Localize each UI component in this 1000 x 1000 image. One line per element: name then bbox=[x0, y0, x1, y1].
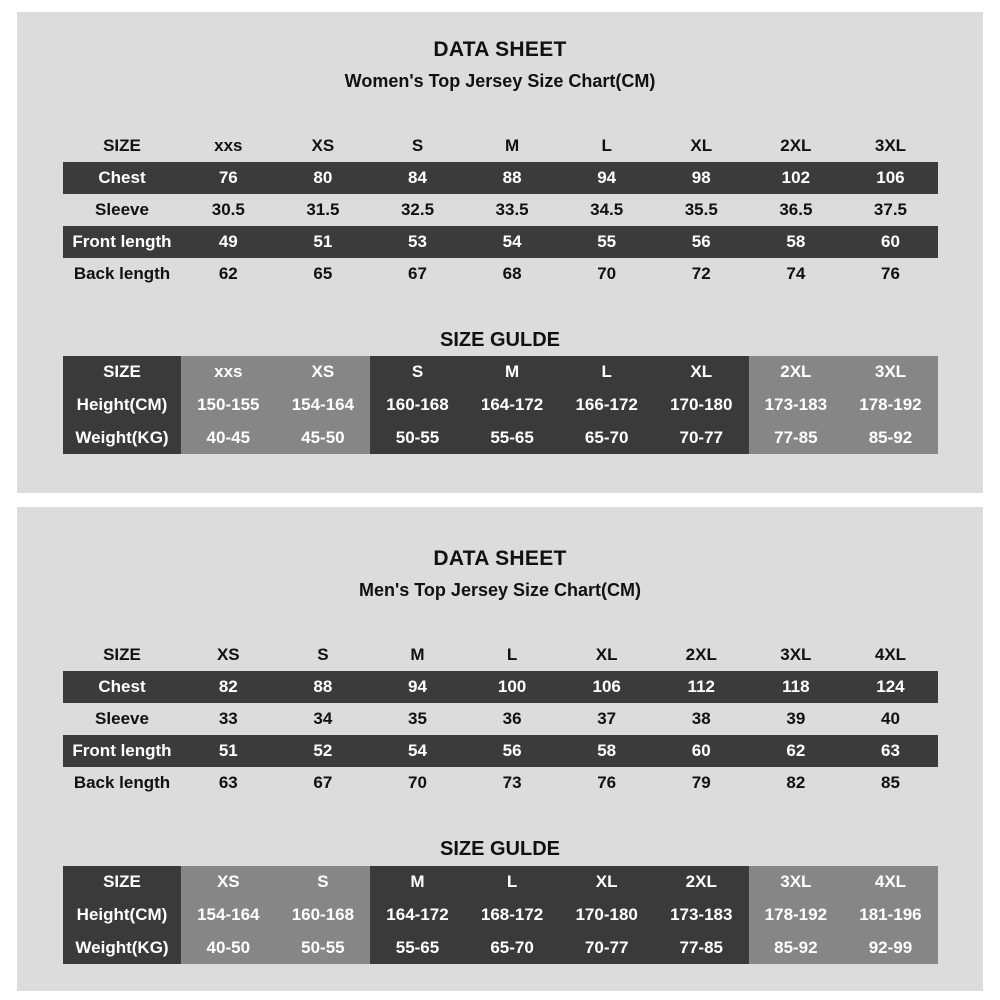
guide-label-column bbox=[63, 356, 181, 454]
guide-cell: M bbox=[410, 872, 425, 892]
table-cell: 88 bbox=[313, 677, 333, 696]
table-cell: 68 bbox=[502, 264, 522, 283]
guide-cell: 92-99 bbox=[868, 937, 913, 957]
table-cell: 55 bbox=[597, 232, 617, 251]
table-cell: 70 bbox=[408, 773, 427, 792]
table-cell: 118 bbox=[782, 677, 810, 696]
table-cell: 80 bbox=[313, 168, 333, 187]
row-label: SIZE bbox=[103, 645, 141, 664]
guide-cell: 181-196 bbox=[859, 904, 922, 924]
men-guide-title: SIZE GULDE bbox=[439, 838, 560, 860]
row-label: Back length bbox=[73, 264, 171, 283]
table-row bbox=[63, 671, 938, 703]
guide-cell: 77-85 bbox=[679, 937, 723, 957]
guide-cell: 3XL bbox=[780, 872, 812, 892]
table-cell: 102 bbox=[781, 168, 811, 187]
women-title: DATA SHEET bbox=[433, 38, 567, 61]
table-cell: 40 bbox=[880, 709, 900, 728]
guide-size-column bbox=[559, 866, 654, 964]
table-cell: 37.5 bbox=[873, 200, 907, 219]
guide-cell: M bbox=[504, 362, 520, 382]
guide-cell: XS bbox=[216, 872, 240, 892]
table-cell: 54 bbox=[408, 741, 427, 760]
guide-cell: 178-192 bbox=[859, 394, 922, 414]
guide-cell: S bbox=[317, 872, 329, 892]
guide-size-column bbox=[465, 866, 560, 964]
table-cell: 33 bbox=[218, 709, 238, 728]
table-cell: 98 bbox=[691, 168, 711, 187]
guide-cell: 160-168 bbox=[386, 394, 449, 414]
table-row bbox=[63, 162, 938, 194]
guide-cell: 70-77 bbox=[584, 937, 629, 957]
table-cell: 65 bbox=[313, 264, 333, 283]
guide-row-label: Weight(KG) bbox=[75, 937, 169, 957]
guide-cell: 55-65 bbox=[395, 937, 440, 957]
table-cell: 33.5 bbox=[495, 200, 529, 219]
table-cell: XS bbox=[216, 645, 240, 664]
guide-cell: 65-70 bbox=[490, 937, 534, 957]
row-label: Chest bbox=[98, 677, 146, 696]
table-cell: L bbox=[601, 136, 612, 155]
guide-cell: L bbox=[601, 362, 612, 382]
table-cell: L bbox=[506, 645, 518, 664]
table-cell: S bbox=[411, 136, 424, 155]
guide-size-column bbox=[654, 866, 749, 964]
table-cell: 31.5 bbox=[306, 200, 340, 219]
table-cell: 51 bbox=[218, 741, 238, 760]
row-label: Back length bbox=[73, 773, 171, 792]
table-cell: 85 bbox=[880, 773, 900, 792]
guide-cell: XL bbox=[595, 872, 618, 892]
table-row bbox=[63, 194, 938, 226]
guide-cell: S bbox=[411, 362, 424, 382]
table-cell: 76 bbox=[880, 264, 900, 283]
guide-cell: xxs bbox=[214, 362, 243, 382]
table-cell: 62 bbox=[218, 264, 238, 283]
guide-size-column bbox=[465, 356, 560, 454]
guide-size-column bbox=[370, 356, 465, 454]
table-cell: 34.5 bbox=[590, 200, 624, 219]
table-cell: 3XL bbox=[780, 645, 812, 664]
guide-cell: 65-70 bbox=[584, 427, 629, 447]
guide-cell: 2XL bbox=[780, 362, 812, 382]
table-cell: 32.5 bbox=[400, 200, 435, 219]
table-cell: 67 bbox=[408, 264, 427, 283]
table-cell: 39 bbox=[786, 709, 806, 728]
table-row bbox=[63, 258, 938, 290]
guide-cell: 45-50 bbox=[301, 427, 345, 447]
guide-cell: 160-168 bbox=[291, 904, 355, 924]
guide-row-label: Height(CM) bbox=[76, 904, 168, 924]
guide-cell: 85-92 bbox=[774, 937, 818, 957]
table-row bbox=[63, 226, 938, 258]
guide-cell: 3XL bbox=[874, 362, 907, 382]
guide-row-label: Weight(KG) bbox=[75, 427, 169, 447]
table-cell: 38 bbox=[691, 709, 711, 728]
table-cell: 2XL bbox=[780, 136, 812, 155]
women-guide-title: SIZE GULDE bbox=[439, 329, 560, 351]
guide-size-column bbox=[181, 356, 276, 454]
guide-size-column bbox=[181, 866, 276, 964]
guide-cell: 170-180 bbox=[670, 394, 733, 414]
table-cell: 112 bbox=[687, 677, 715, 696]
guide-cell: 70-77 bbox=[679, 427, 723, 447]
guide-size-column bbox=[843, 356, 938, 454]
table-cell: 79 bbox=[691, 773, 711, 792]
table-cell: 124 bbox=[876, 677, 905, 696]
guide-cell: 2XL bbox=[685, 872, 717, 892]
guide-cell: 4XL bbox=[874, 872, 907, 892]
guide-cell: 173-183 bbox=[764, 394, 828, 414]
guide-size-column bbox=[749, 866, 844, 964]
table-cell: 74 bbox=[786, 264, 806, 283]
table-cell: 35.5 bbox=[684, 200, 718, 219]
guide-row-label: SIZE bbox=[103, 872, 141, 892]
guide-size-column bbox=[370, 866, 465, 964]
guide-size-column bbox=[749, 356, 844, 454]
women-subtitle: Women's Top Jersey Size Chart(CM) bbox=[344, 71, 656, 91]
guide-cell: 55-65 bbox=[490, 427, 534, 447]
guide-cell: 50-55 bbox=[395, 427, 440, 447]
women-size-panel bbox=[17, 12, 983, 493]
guide-cell: 154-164 bbox=[197, 904, 260, 924]
table-cell: 54 bbox=[502, 232, 522, 251]
table-cell: 88 bbox=[502, 168, 522, 187]
row-label: Front length bbox=[72, 232, 172, 251]
table-cell: 70 bbox=[597, 264, 617, 283]
guide-label-column bbox=[63, 866, 181, 964]
table-cell: 76 bbox=[218, 168, 238, 187]
guide-cell: 170-180 bbox=[575, 904, 638, 924]
men-size-chart bbox=[63, 639, 938, 799]
guide-cell: 40-50 bbox=[206, 937, 251, 957]
row-label: Front length bbox=[72, 741, 172, 760]
table-cell: 58 bbox=[597, 741, 617, 760]
table-cell: 62 bbox=[786, 741, 806, 760]
table-cell: 100 bbox=[497, 677, 527, 696]
table-cell: S bbox=[317, 645, 329, 664]
table-cell: 49 bbox=[218, 232, 238, 251]
guide-cell: 40-45 bbox=[206, 427, 251, 447]
men-subtitle: Men's Top Jersey Size Chart(CM) bbox=[358, 580, 641, 600]
men-size-guide bbox=[63, 866, 938, 964]
table-cell: XL bbox=[595, 645, 618, 664]
table-header-row bbox=[63, 639, 938, 671]
guide-row-label: Height(CM) bbox=[76, 394, 168, 414]
table-cell: M bbox=[504, 136, 520, 155]
table-row bbox=[63, 767, 938, 799]
table-cell: 67 bbox=[313, 773, 333, 792]
guide-size-column bbox=[843, 866, 938, 964]
table-cell: 36 bbox=[502, 709, 522, 728]
guide-cell: 154-164 bbox=[291, 394, 355, 414]
table-cell: XL bbox=[690, 136, 713, 155]
table-header-row bbox=[63, 130, 938, 162]
table-cell: 76 bbox=[597, 773, 617, 792]
table-cell: 63 bbox=[880, 741, 900, 760]
guide-size-column bbox=[276, 356, 371, 454]
row-label: Sleeve bbox=[95, 200, 149, 219]
guide-cell: 168-172 bbox=[480, 904, 544, 924]
table-cell: 94 bbox=[597, 168, 617, 187]
guide-cell: 85-92 bbox=[868, 427, 913, 447]
table-cell: 82 bbox=[218, 677, 238, 696]
guide-cell: 164-172 bbox=[386, 904, 449, 924]
women-size-chart bbox=[63, 130, 938, 290]
table-cell: M bbox=[410, 645, 425, 664]
table-cell: 51 bbox=[313, 232, 333, 251]
table-cell: 63 bbox=[218, 773, 238, 792]
men-title: DATA SHEET bbox=[433, 547, 567, 570]
table-cell: 56 bbox=[691, 232, 711, 251]
table-cell: 94 bbox=[408, 677, 427, 696]
guide-size-column bbox=[276, 866, 371, 964]
guide-cell: 173-183 bbox=[670, 904, 733, 924]
table-cell: 60 bbox=[880, 232, 900, 251]
table-cell: 56 bbox=[502, 741, 522, 760]
table-cell: 34 bbox=[313, 709, 333, 728]
table-cell: 72 bbox=[691, 264, 711, 283]
guide-cell: XS bbox=[311, 362, 335, 382]
table-row bbox=[63, 703, 938, 735]
table-cell: 60 bbox=[691, 741, 711, 760]
table-row bbox=[63, 735, 938, 767]
table-cell: 84 bbox=[408, 168, 427, 187]
table-cell: 30.5 bbox=[211, 200, 245, 219]
guide-cell: 77-85 bbox=[774, 427, 818, 447]
table-cell: xxs bbox=[214, 136, 243, 155]
table-cell: 2XL bbox=[685, 645, 717, 664]
guide-cell: 178-192 bbox=[764, 904, 828, 924]
guide-row-label: SIZE bbox=[103, 362, 141, 382]
table-cell: 35 bbox=[408, 709, 427, 728]
table-cell: 3XL bbox=[874, 136, 907, 155]
table-cell: 53 bbox=[408, 232, 427, 251]
row-label: Sleeve bbox=[95, 709, 149, 728]
guide-size-column bbox=[654, 356, 749, 454]
table-cell: 106 bbox=[592, 677, 621, 696]
table-cell: 36.5 bbox=[779, 200, 813, 219]
guide-cell: 164-172 bbox=[480, 394, 544, 414]
table-cell: 73 bbox=[502, 773, 522, 792]
guide-cell: XL bbox=[690, 362, 713, 382]
guide-cell: 150-155 bbox=[197, 394, 260, 414]
women-size-guide bbox=[63, 356, 938, 454]
guide-cell: L bbox=[506, 872, 518, 892]
row-label: Chest bbox=[98, 168, 146, 187]
table-cell: 37 bbox=[597, 709, 617, 728]
table-cell: 58 bbox=[786, 232, 806, 251]
table-cell: 4XL bbox=[874, 645, 907, 664]
guide-cell: 166-172 bbox=[575, 394, 638, 414]
table-cell: 52 bbox=[313, 741, 333, 760]
table-cell: XS bbox=[311, 136, 335, 155]
row-label: SIZE bbox=[103, 136, 141, 155]
men-size-panel bbox=[17, 507, 983, 991]
guide-cell: 50-55 bbox=[301, 937, 345, 957]
table-cell: 82 bbox=[786, 773, 806, 792]
table-cell: 106 bbox=[876, 168, 905, 187]
guide-size-column bbox=[559, 356, 654, 454]
